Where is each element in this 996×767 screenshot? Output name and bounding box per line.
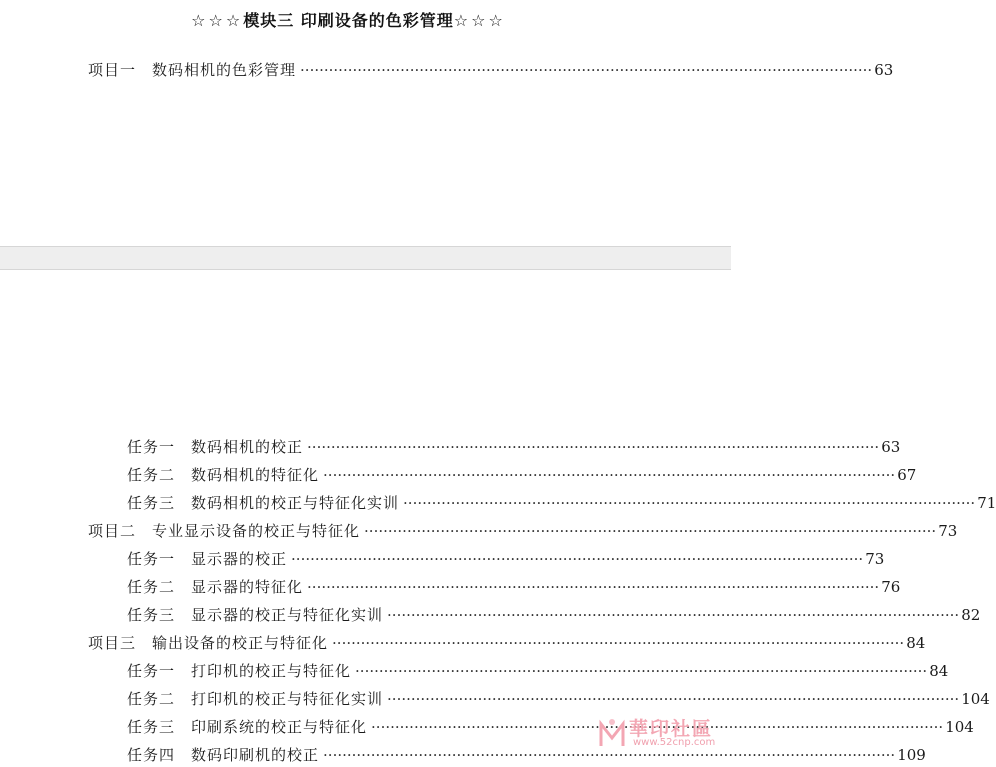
toc-entry-title: 数码相机的校正 [191,438,304,456]
toc-entry-task[interactable] [127,687,990,711]
toc-entry-project[interactable] [88,519,958,543]
toc-entry-title: 数码印刷机的校正 [191,746,320,764]
toc-entry-task[interactable] [127,491,996,515]
toc-dot-leader [364,519,936,543]
toc-entry-number: 任务一 [127,662,176,680]
toc-entry-page: 71 [977,494,996,512]
toc-entry-title: 打印机的校正与特征化 [191,662,352,680]
toc-dot-leader [403,491,975,515]
toc-entry-project-1[interactable] [88,58,894,82]
toc-entry-number: 任务三 [127,606,176,624]
toc-entry-page: 82 [961,606,981,624]
toc-dot-leader [291,547,863,571]
toc-entry-page: 63 [874,61,894,79]
toc-entry-page: 104 [945,718,974,736]
toc-entry-number: 任务三 [127,494,176,512]
toc-entry-number: 项目二 [88,522,137,540]
toc-entry-page: 109 [897,746,926,764]
toc-entry-task[interactable] [127,463,917,487]
toc-dot-leader [355,659,927,683]
toc-entry-title: 印刷系统的校正与特征化 [191,718,368,736]
toc-entry-page: 76 [881,578,901,596]
toc-entry-title: 专业显示设备的校正与特征化 [152,522,361,540]
toc-entry-task[interactable] [127,435,901,459]
watermark-url: www.52cnp.com [633,737,716,748]
document-page-1 [0,0,894,246]
toc-entry-number: 项目一 [88,61,137,79]
toc-dot-leader [387,603,959,627]
module-heading [0,8,697,31]
toc-entry-title: 显示器的校正与特征化实训 [191,606,384,624]
toc-entry-page: 63 [881,438,901,456]
watermark-logo-icon [597,716,627,750]
watermark-text: 華印社區 [629,718,714,740]
toc-dot-leader [323,463,895,487]
toc-entry-page: 73 [865,550,885,568]
toc-entry-number: 任务一 [127,550,176,568]
toc-entry-number: 任务四 [127,746,176,764]
heading-text: 模块三 印刷设备的色彩管理 [243,11,454,30]
toc-entry-task[interactable] [127,603,981,627]
toc-entry-page: 84 [906,634,926,652]
toc-entry-title: 数码相机的特征化 [191,466,320,484]
toc-entry-title: 显示器的校正 [191,550,288,568]
toc-entry-title: 数码相机的校正与特征化实训 [191,494,400,512]
toc-entry-title: 数码相机的色彩管理 [152,61,297,79]
page-separator [0,246,731,270]
toc-dot-leader [332,631,904,655]
toc-entry-number: 任务二 [127,578,176,596]
site-watermark [597,712,727,752]
toc-entry-number: 任务二 [127,466,176,484]
toc-entry-task[interactable] [127,547,885,571]
toc-entry-title: 输出设备的校正与特征化 [152,634,329,652]
toc-entry-page: 84 [929,662,949,680]
toc-entry-task[interactable] [127,659,949,683]
toc-entry-title: 打印机的校正与特征化实训 [191,690,384,708]
toc-entry-number: 任务一 [127,438,176,456]
toc-dot-leader [300,58,872,82]
toc-dot-leader [307,435,879,459]
toc-entry-number: 任务二 [127,690,176,708]
toc-dot-leader [307,575,879,599]
toc-entry-task[interactable] [127,575,901,599]
document-page-2 [0,270,996,764]
toc-dot-leader [387,687,959,711]
toc-entry-page: 73 [938,522,958,540]
toc-entry-number: 项目三 [88,634,137,652]
toc-entry-number: 任务三 [127,718,176,736]
toc-entry-project[interactable] [88,631,926,655]
heading-stars-left: ☆☆☆ [191,11,244,30]
toc-entry-title: 显示器的特征化 [191,578,304,596]
toc-entry-task[interactable] [127,743,926,767]
toc-entry-page: 67 [897,466,917,484]
heading-stars-right: ☆☆☆ [453,11,506,30]
toc-entry-page: 104 [961,690,990,708]
